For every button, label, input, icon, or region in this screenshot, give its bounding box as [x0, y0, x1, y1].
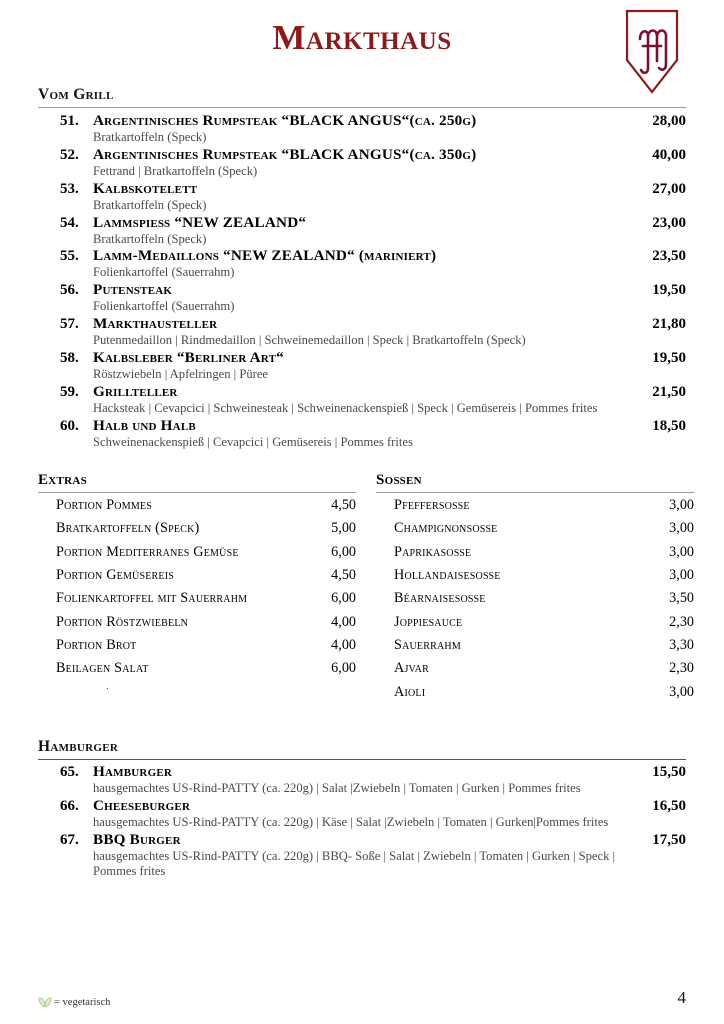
item-number: 51. [60, 113, 79, 130]
item-price: 21,50 [652, 383, 686, 400]
item-description: Bratkartoffeln (Speck) [93, 231, 207, 246]
item-number: 67. [60, 831, 79, 848]
item-price: 40,00 [652, 146, 686, 163]
item-number: 60. [60, 417, 79, 434]
item-description: Fettrand | Bratkartoffeln (Speck) [93, 163, 258, 178]
menu-item[interactable] [60, 831, 686, 879]
item-description: Hacksteak | Cevapcici | Schweinesteak | Schweinenackenspieß | Speck | Gemüsereis | Pommes frites [93, 400, 598, 415]
item-number: 59. [60, 383, 79, 400]
item-name: Argentinisches Rumpsteak “BLACK ANGUS“(ca. 250g) [93, 112, 477, 130]
list-item[interactable] [394, 587, 694, 610]
item-number: 54. [60, 214, 79, 231]
item-price: 3,00 [669, 520, 694, 537]
item-price: 17,50 [652, 831, 686, 848]
list-item[interactable] [56, 540, 356, 563]
item-name: Putensteak [93, 281, 173, 299]
list-item[interactable] [56, 657, 356, 680]
section-divider [376, 492, 694, 493]
list-item[interactable] [56, 634, 356, 657]
item-price: 19,50 [652, 350, 686, 367]
section-heading-vom-grill: Vom Grill [38, 86, 114, 103]
item-price: 4,00 [331, 613, 356, 630]
item-description: Bratkartoffeln (Speck) [93, 130, 207, 145]
section-extras [38, 472, 356, 704]
item-name: Cheeseburger [93, 796, 191, 814]
vegetarian-legend [38, 996, 110, 1008]
item-price: 6,00 [331, 660, 356, 677]
item-name: Sauerrahm [394, 637, 461, 654]
menu-item[interactable] [60, 315, 686, 348]
item-name: Folienkartoffel mit Sauerrahm [56, 590, 248, 607]
menu-item[interactable] [60, 763, 686, 796]
item-price: 4,50 [331, 496, 356, 513]
item-price: 3,00 [669, 683, 694, 700]
list-item[interactable] [394, 681, 694, 704]
item-description: hausgemachtes US-Rind-PATTY (ca. 220g) | Salat |Zwiebeln | Tomaten | Gurken | Pommes frites [93, 781, 581, 796]
list-item[interactable] [394, 517, 694, 540]
menu-item[interactable] [60, 247, 686, 280]
extras-item-list [38, 494, 356, 693]
item-price: 2,30 [669, 613, 694, 630]
item-price: 23,50 [652, 248, 686, 265]
item-price: 28,00 [652, 113, 686, 130]
item-price: 3,00 [669, 543, 694, 560]
item-description: Schweinenackenspieß | Cevapcici | Gemüsereis | Pommes frites [93, 434, 413, 449]
item-name: Portion Mediterranes Gemüse [56, 543, 239, 560]
page-header [38, 0, 686, 86]
item-price: 3,00 [669, 496, 694, 513]
item-description: hausgemachtes US-Rind-PATTY (ca. 220g) | Käse | Salat |Zwiebeln | Tomaten | Gurken|Pommes frites [93, 814, 609, 829]
item-price: 3,50 [669, 590, 694, 607]
section-divider [38, 759, 686, 760]
item-name: Ajvar [394, 660, 429, 677]
stray-mark: . [106, 679, 109, 692]
section-divider [38, 107, 686, 108]
item-name: Hamburger [93, 763, 173, 781]
item-name: Joppiesauce [394, 613, 463, 630]
item-name: Champignonsoße [394, 520, 498, 537]
list-item[interactable] [394, 494, 694, 517]
item-description: Röstzwiebeln | Apfelringen | Püree [93, 367, 269, 382]
item-description: Folienkartoffel (Sauerrahm) [93, 265, 235, 280]
menu-item[interactable] [60, 180, 686, 213]
item-number: 65. [60, 764, 79, 781]
item-name: Argentinisches Rumpsteak “BLACK ANGUS“(ca. 350g) [93, 145, 477, 163]
item-price: 21,80 [652, 316, 686, 333]
menu-item[interactable] [60, 112, 686, 145]
list-item[interactable] [56, 564, 356, 587]
item-price: 6,00 [331, 590, 356, 607]
menu-item[interactable] [60, 214, 686, 247]
list-item[interactable] [394, 540, 694, 563]
item-name: Kalbskotelett [93, 179, 198, 197]
menu-item[interactable] [60, 281, 686, 314]
item-price: 27,00 [652, 180, 686, 197]
item-description: hausgemachtes US-Rind-PATTY (ca. 220g) | BBQ- Soße | Salat | Zwiebeln | Tomaten | Gurken | Speck | Pommes frites [93, 848, 616, 878]
sauces-item-list [376, 494, 694, 704]
item-price: 5,00 [331, 520, 356, 537]
section-heading-sauces: Soßen [376, 471, 422, 488]
burger-item-list [38, 763, 686, 878]
list-item[interactable] [394, 657, 694, 680]
list-item[interactable] [394, 634, 694, 657]
item-price: 3,30 [669, 637, 694, 654]
item-price: 2,30 [669, 660, 694, 677]
item-price: 3,00 [669, 566, 694, 583]
menu-item[interactable] [60, 146, 686, 179]
item-name: Paprikasoße [394, 543, 472, 560]
item-name: Pfeffersoße [394, 496, 470, 513]
section-vom-grill [38, 86, 686, 450]
item-description: Bratkartoffeln (Speck) [93, 197, 207, 212]
page-footer [38, 988, 686, 1008]
page-number: 4 [677, 988, 686, 1007]
item-price: 6,00 [331, 543, 356, 560]
item-price: 16,50 [652, 797, 686, 814]
menu-item[interactable] [60, 383, 686, 416]
section-sauces [376, 472, 694, 704]
item-name: Lamm-Medaillons “NEW ZEALAND“ (mariniert) [93, 247, 437, 265]
item-number: 55. [60, 248, 79, 265]
item-name: Beilagen Salat [56, 660, 149, 677]
item-description: Putenmedaillon | Rindmedaillon | Schweinemedaillon | Speck | Bratkartoffeln (Speck) [93, 333, 526, 348]
item-name: Markthausteller [93, 315, 218, 333]
item-price: 4,00 [331, 637, 356, 654]
item-name: Portion Gemüsereis [56, 566, 175, 583]
item-number: 58. [60, 350, 79, 367]
page-title: Markthaus [272, 18, 452, 57]
list-item[interactable] [56, 517, 356, 540]
menu-item[interactable] [60, 417, 686, 450]
vegetarian-legend-label: = vegetarisch [54, 996, 111, 1008]
item-name: Portion Pommes [56, 496, 152, 513]
item-name: Portion Brot [56, 637, 137, 654]
list-item[interactable] [394, 564, 694, 587]
item-price: 18,50 [652, 417, 686, 434]
item-number: 52. [60, 146, 79, 163]
item-number: 53. [60, 180, 79, 197]
item-name: Halb und Halb [93, 416, 196, 434]
item-name: Aioli [394, 683, 426, 700]
extras-and-sauces [38, 471, 694, 704]
item-price: 23,00 [652, 214, 686, 231]
grill-item-list [38, 112, 686, 450]
section-hamburger [38, 738, 686, 878]
item-description: Folienkartoffel (Sauerrahm) [93, 299, 235, 314]
item-number: 56. [60, 282, 79, 299]
item-name: Bratkartoffeln (Speck) [56, 520, 200, 537]
item-price: 19,50 [652, 282, 686, 299]
item-number: 66. [60, 797, 79, 814]
leaf-icon [38, 996, 52, 1008]
list-item[interactable] [56, 611, 356, 634]
section-heading-extras: Extras [38, 471, 88, 488]
section-heading-hamburger: Hamburger [38, 738, 119, 756]
menu-item[interactable] [60, 349, 686, 382]
item-name: Grillteller [93, 382, 178, 400]
list-item[interactable] [394, 611, 694, 634]
list-item[interactable] [56, 494, 356, 517]
menu-item[interactable] [60, 797, 686, 830]
item-price: 4,50 [331, 566, 356, 583]
item-number: 57. [60, 316, 79, 333]
section-divider [38, 492, 356, 493]
item-name: Portion Röstzwiebeln [56, 613, 189, 630]
shield-crest-monogram-icon [623, 8, 681, 96]
item-name: Béarnaisesoße [394, 590, 486, 607]
item-price: 15,50 [652, 764, 686, 781]
item-name: Lammspieß “NEW ZEALAND“ [93, 213, 307, 231]
item-name: BBQ Burger [93, 830, 181, 848]
item-name: Kalbsleber “Berliner Art“ [93, 349, 284, 367]
item-name: Hollandaisesoße [394, 566, 501, 583]
list-item[interactable] [56, 587, 356, 610]
